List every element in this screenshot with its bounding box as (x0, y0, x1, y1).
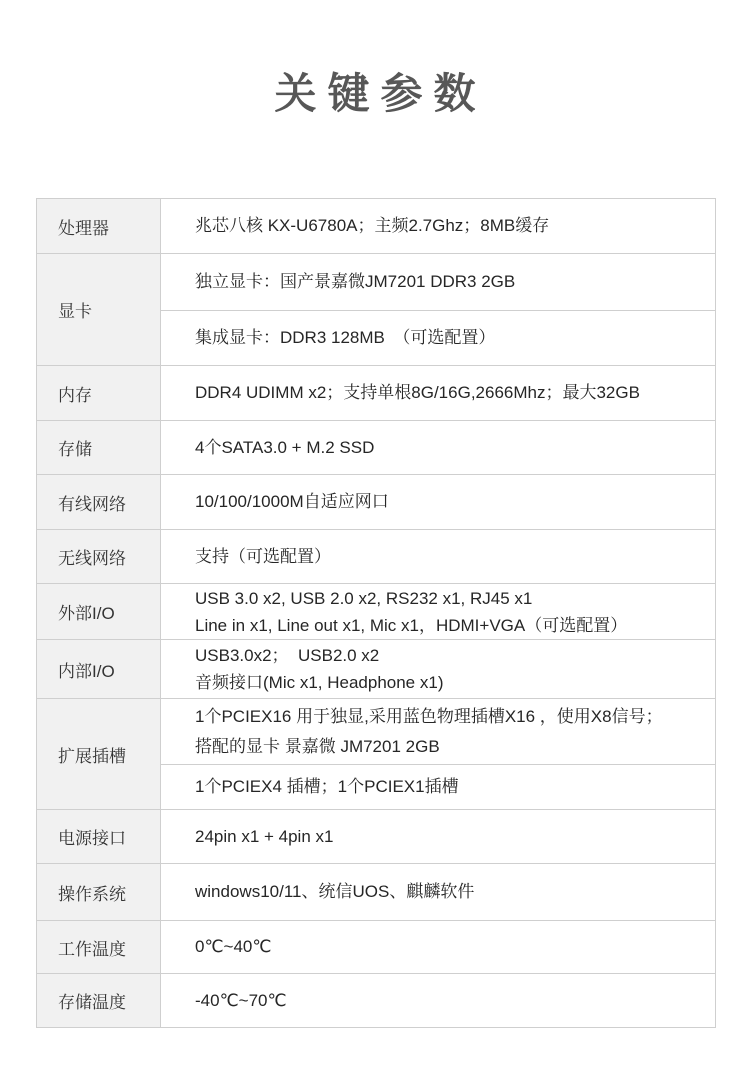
storage-label-text: 存储 (58, 440, 92, 459)
wired-network-label (37, 475, 161, 530)
spec-row-internal-io (37, 640, 716, 699)
external-io-line1: USB 3.0 x2, USB 2.0 x2, RS232 x1, RJ45 x1 (195, 588, 533, 608)
memory-label-text: 内存 (58, 385, 92, 405)
spec-row-wireless-network (37, 530, 716, 584)
operating-temp-value-text: 0℃~40℃ (195, 937, 272, 956)
storage-temp-value-text: -40℃~70℃ (195, 990, 287, 1010)
spec-row-storage (37, 421, 716, 475)
expansion-other-text: 1个PCIEX4 插槽；1个PCIEX1插槽 (195, 777, 459, 796)
external-io-line2: Line in x1, Line out x1, Mic x1，HDMI+VGA（可选配置） (195, 615, 628, 635)
page-title: 关键参数 (274, 70, 487, 117)
spec-row-external-io (37, 584, 716, 640)
wired-network-label-text: 有线网络 (58, 494, 126, 514)
power-label-text: 电源接口 (58, 829, 126, 848)
external-io-label-text: 外部I/O (58, 604, 115, 623)
spec-row-gpu-discrete (37, 254, 716, 311)
cpu-value (161, 199, 716, 254)
gpu-discrete-value (161, 254, 716, 311)
power-label (37, 810, 161, 864)
internal-io-label-text: 内部I/O (58, 661, 115, 681)
gpu-label-text: 显卡 (58, 302, 92, 321)
wired-network-value (161, 475, 716, 530)
wireless-network-value-text: 支持（可选配置） (195, 546, 331, 566)
internal-io-line2: 音频接口(Mic x1, Headphone x1) (195, 673, 444, 692)
spec-row-cpu (37, 199, 716, 254)
power-value (161, 810, 716, 864)
wired-network-value-text: 10/100/1000M自适应网口 (195, 492, 389, 511)
spec-row-power (37, 810, 716, 864)
spec-row-memory (37, 366, 716, 421)
storage-value (161, 421, 716, 475)
expansion-pciex16-line1: 1个PCIEX16 用于独显,采用蓝色物理插槽X16 ，使用X8信号； (195, 706, 663, 726)
expansion-pciex16-value (161, 699, 716, 765)
storage-temp-value (161, 974, 716, 1028)
spec-row-wired-network (37, 475, 716, 530)
storage-label (37, 421, 161, 475)
external-io-label (37, 584, 161, 640)
storage-value-text: 4个SATA3.0 + M.2 SSD (195, 437, 375, 457)
cpu-label-text: 处理器 (58, 218, 109, 238)
gpu-discrete-text: 独立显卡：国产景嘉微JM7201 DDR3 2GB (195, 272, 516, 291)
os-value (161, 864, 716, 921)
wireless-network-label-text: 无线网络 (58, 549, 126, 568)
operating-temp-label (37, 921, 161, 974)
os-label-text: 操作系统 (58, 884, 126, 904)
cpu-label (37, 199, 161, 254)
wireless-network-label (37, 530, 161, 584)
memory-value-text: DDR4 UDIMM x2；支持单根8G/16G,2666Mhz；最大32GB (195, 383, 640, 402)
storage-temp-label-text: 存储温度 (58, 993, 126, 1012)
expansion-other-value (161, 765, 716, 810)
spec-row-expansion-pciex16 (37, 699, 716, 765)
memory-label (37, 366, 161, 421)
os-label (37, 864, 161, 921)
wireless-network-value (161, 530, 716, 584)
spec-row-operating-temp (37, 921, 716, 974)
power-value-text: 24pin x1 + 4pin x1 (195, 826, 334, 846)
external-io-value (161, 584, 716, 640)
spec-table (36, 198, 716, 1028)
spec-row-os (37, 864, 716, 921)
spec-row-storage-temp (37, 974, 716, 1028)
cpu-value-text: 兆芯八核 KX-U6780A；主频2.7Ghz；8MB缓存 (195, 216, 550, 235)
storage-temp-label (37, 974, 161, 1028)
internal-io-line1: USB3.0x2； USB2.0 x2 (195, 646, 380, 665)
gpu-integrated-text: 集成显卡：DDR3 128MB （可选配置） (195, 328, 496, 347)
memory-value (161, 366, 716, 421)
expansion-slots-label (37, 699, 161, 810)
os-value-text: windows10/11、统信UOS、麒麟软件 (195, 882, 475, 901)
expansion-pciex16-line2: 搭配的显卡 景嘉微 JM7201 2GB (195, 736, 440, 756)
expansion-slots-label-text: 扩展插槽 (58, 746, 126, 766)
operating-temp-value (161, 921, 716, 974)
internal-io-label (37, 640, 161, 699)
operating-temp-label-text: 工作温度 (58, 939, 126, 959)
gpu-integrated-value (161, 311, 716, 366)
gpu-label (37, 254, 161, 366)
internal-io-value (161, 640, 716, 699)
